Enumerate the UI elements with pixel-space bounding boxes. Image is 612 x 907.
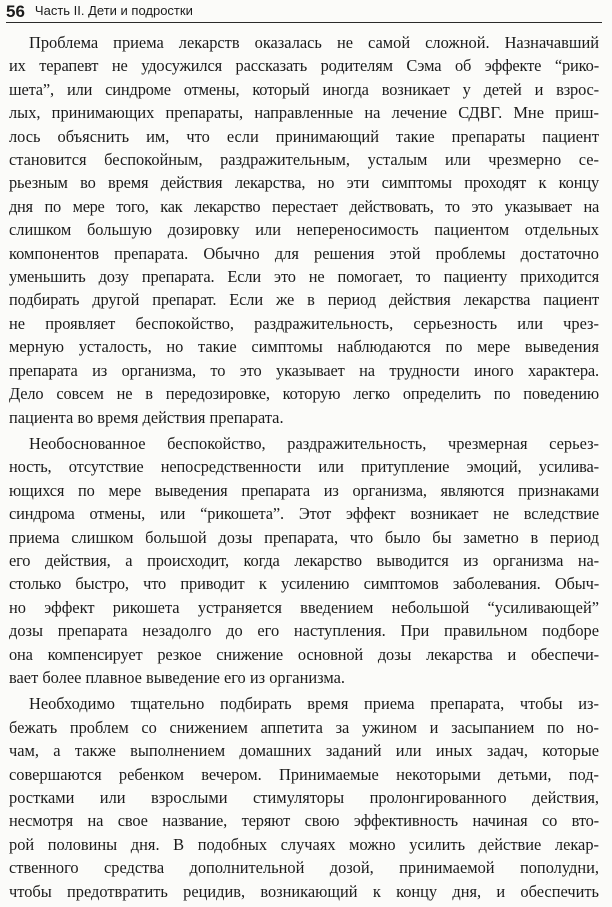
text-line: уменьшить дозу препарата. Если это не помогает, то пациенту приходится — [9, 267, 599, 287]
text-line: не проявляет беспокойство, раздражительность, серьезность или чрез- — [9, 313, 599, 333]
text-line: она компенсирует резкое снижение основной дозы лекарства и обеспечи- — [9, 644, 599, 664]
text-line: ющихся по мере выведения препарата из организма, являются признаками — [9, 480, 599, 500]
text-line: лось объяснить им, что если принимающий такие препараты пациент — [9, 126, 599, 146]
paragraph — [9, 692, 599, 903]
text-line: дозы препарата незадолго до его наступления. При правильном подборе — [9, 621, 599, 641]
text-line: Проблема приема лекарств оказалась не самой сложной. Назначавший — [29, 33, 599, 52]
text-line: чтобы предотвратить рецидив, возникающий к концу дня, и обеспечить — [9, 881, 599, 901]
text-line: их терапевт не удосужился рассказать родителям Сэма об эффекте “рико- — [9, 56, 599, 76]
text-line: подбирать другой препарат. Если же в период действия лекарства пациент — [9, 290, 599, 310]
text-line: вает более плавное выведение его из организма. — [9, 667, 345, 687]
text-line: ность, отсутствие непосредственности или притупление эмоций, усилива- — [9, 457, 599, 477]
text-line: лых, принимающих препараты, направленные на лечение СДВГ. Мне приш- — [9, 103, 599, 123]
text-line: мерную усталость, но такие симптомы наблюдаются по мере выведения — [9, 337, 599, 357]
text-line: его действия, а происходит, когда лекарство выводится из организма на- — [9, 550, 599, 570]
text-line: приема слишком большой дозы препарата, что было бы заметно в период — [9, 527, 599, 547]
text-line: рьезным во время действия лекарства, но эти симптомы проходят к концу — [9, 173, 599, 193]
text-line: ростками или взрослыми стимуляторы пролонгированного действия, — [9, 788, 599, 807]
text-line: рой половины дня. В подобных случаях можно усилить действие лекар- — [9, 834, 599, 854]
text-line: бежать проблем со снижением аппетита за ужином и засыпанием по но- — [9, 717, 599, 737]
text-line: Необходимо тщательно подбирать время приема препарата, чтобы из- — [29, 694, 599, 714]
text-line: но эффект рикошета устраняется введением небольшой “усиливающей” — [9, 597, 599, 617]
running-title: Часть II. Дети и подростки — [34, 3, 193, 18]
text-line: Необоснованное беспокойство, раздражительность, чрезмерная серьез- — [29, 433, 599, 453]
body-text — [9, 31, 599, 906]
text-line: становится беспокойным, раздражительным, усталым или чрезмерно се- — [9, 150, 599, 170]
page-header — [6, 0, 602, 23]
paragraph — [9, 31, 599, 429]
text-line: несмотря на свое название, теряют свою эффективность начиная со вто- — [9, 811, 599, 831]
text-line: чам, а также выполнением домашних заданий или иных задач, которые — [9, 741, 599, 761]
paragraph — [9, 432, 599, 689]
text-line: ственного средства дополнительной дозой, принимаемой пополудни, — [9, 858, 599, 878]
text-line: дня по мере того, как лекарство перестает действовать, то это указывает на — [9, 196, 599, 216]
text-line: компонентов препарата. Обычно для решения этой проблемы достаточно — [9, 243, 599, 263]
text-line: синдрома отмены, или “рикошета”. Этот эффект возникает не вследствие — [9, 504, 599, 524]
text-line: шета”, или синдроме отмены, который иногда возникает у детей и взрос- — [9, 79, 599, 99]
text-line: совершаются ребенком вечером. Принимаемые некоторыми детьми, под- — [9, 764, 599, 784]
text-line: Дело совсем не в передозировке, которую легко определить по поведению — [9, 384, 599, 404]
text-line: столько быстро, что приводит к усилению симптомов заболевания. Обыч- — [9, 574, 599, 594]
text-line: слишком большую дозировку или непереносимость пациентом отдельных — [9, 220, 599, 240]
text-line: пациента во время действия препарата. — [9, 407, 284, 427]
page-number: 56 — [6, 2, 25, 21]
text-line: препарата из организма, то это указывает на трудности иного характера. — [9, 360, 599, 380]
